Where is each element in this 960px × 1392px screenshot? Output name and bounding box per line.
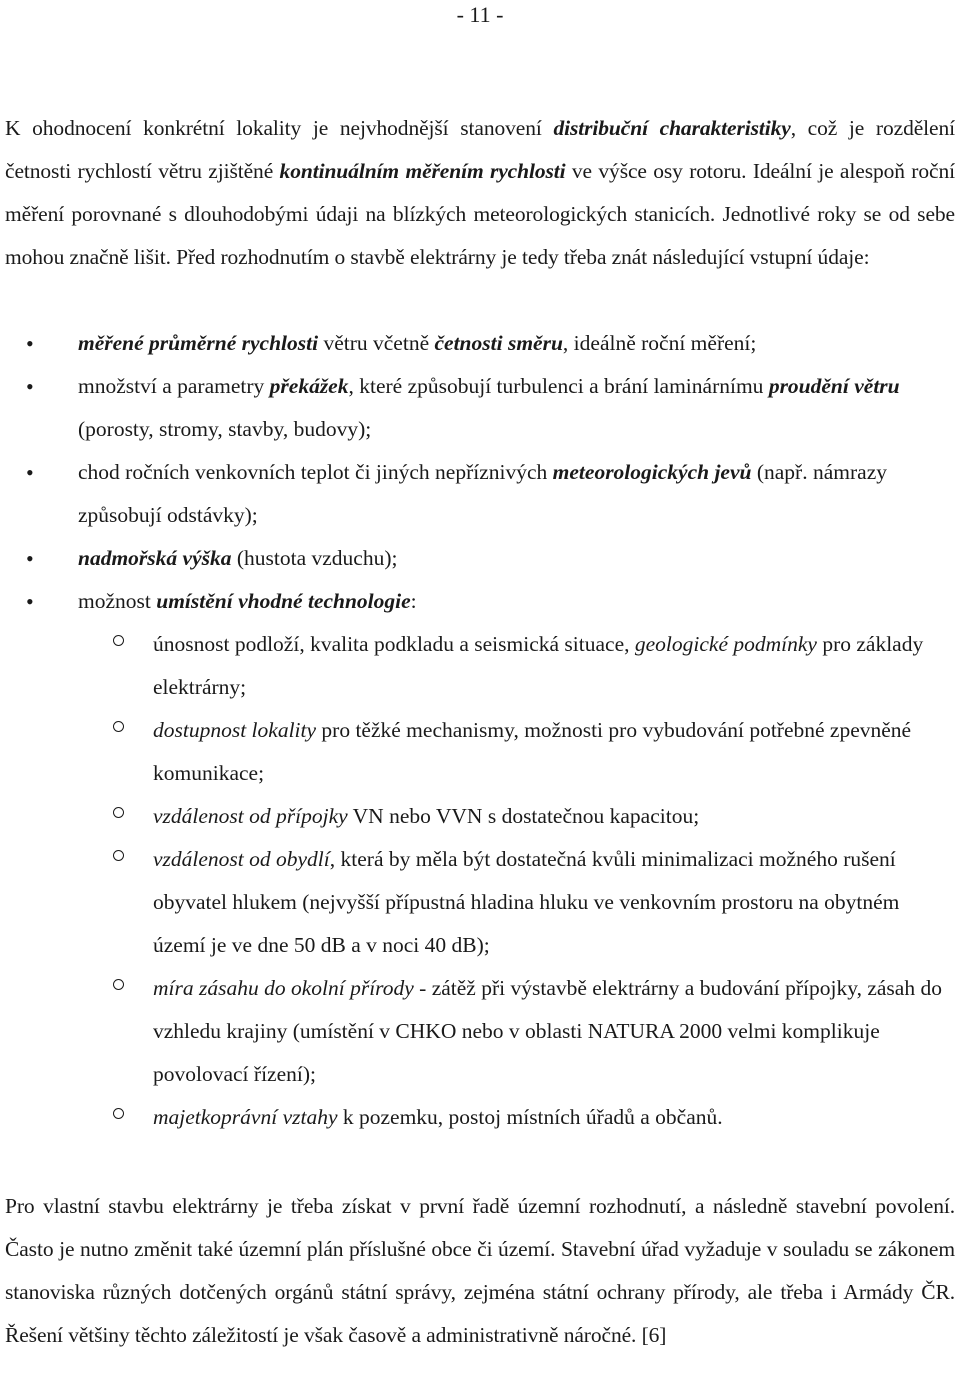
list-item <box>0 365 955 451</box>
item-text: možnost <box>78 589 157 613</box>
sub-item-text: únosnost podloží, kvalita podkladu a seismická situace, <box>153 632 635 656</box>
item-text: chod ročních venkovních teplot či jiných nepříznivých <box>78 460 553 484</box>
bullet-marker: • <box>26 546 34 571</box>
item-text: (hustota vzduchu); <box>231 546 398 570</box>
intro-emphasis-2: kontinuálním měřením rychlosti <box>279 159 566 183</box>
sub-item-text: , která by měla být dostatečná kvůli minimalizaci možného rušení obyvatel hlukem (nejvyšší přípustná hladina hluku ve venkovním prostoru na obytném území je ve dne 50 dB a v noci 40 dB); <box>153 847 900 957</box>
list-item <box>0 580 955 1139</box>
item-text: (např. námrazy způsobují odstávky); <box>78 460 887 527</box>
intro-emphasis-1: distribuční charakteristiky <box>553 116 791 140</box>
sub-item-emphasis: vzdálenost od přípojky <box>153 804 348 828</box>
sub-item-emphasis: majetkoprávní vztahy <box>153 1105 338 1129</box>
technology-sublist <box>78 623 955 1139</box>
list-item <box>0 537 955 580</box>
sub-list-item <box>0 1096 955 1139</box>
sub-item-emphasis: geologické podmínky <box>634 632 817 656</box>
item-text: množství a parametry <box>78 374 270 398</box>
bullet-marker: • <box>26 331 34 356</box>
sub-list-item <box>0 838 955 967</box>
intro-paragraph <box>5 107 955 279</box>
intro-text-3: ve výšce osy rotoru. Ideální je alespoň roční měření porovnané s dlouhodobými údaji na blízkých meteorologických stanicích. Jednotlivé roky se od sebe mohou značně lišit. Před rozhodnutím o stavbě elektrárny je tedy třeba znát následující vstupní údaje: <box>5 159 955 269</box>
circle-bullet-icon <box>113 979 124 990</box>
circle-bullet-icon <box>113 1108 124 1119</box>
bullet-marker: • <box>26 460 34 485</box>
intro-text-1: K ohodnocení konkrétní lokality je nejvhodnější stanovení <box>5 116 554 140</box>
sub-item-text: pro základy elektrárny; <box>153 632 924 699</box>
item-emphasis: meteorologických jevů <box>552 460 752 484</box>
list-item <box>0 322 955 365</box>
closing-paragraph: Pro vlastní stavbu elektrárny je třeba získat v první řadě územní rozhodnutí, a následně stavební povolení. Často je nutno změnit také územní plán příslušné obce či území. Stavební úřad vyžaduje v souladu se zákonem stanoviska různých dotčených orgánů státní správy, zejména státní ochrany přírody, ale třeba i Armády ČR. Řešení většiny těchto záležitostí je však časově a administrativně náročné. [6] <box>5 1194 955 1347</box>
list-item <box>0 451 955 537</box>
bullet-marker: • <box>26 589 34 614</box>
item-emphasis: četnosti směru <box>434 331 563 355</box>
sub-item-emphasis: míra zásahu do okolní přírody <box>153 976 414 1000</box>
circle-bullet-icon <box>113 807 124 818</box>
sub-list-item <box>0 623 955 709</box>
circle-bullet-icon <box>113 635 124 646</box>
item-text: , ideálně roční měření; <box>562 331 757 355</box>
item-emphasis: nadmořská výška <box>78 546 232 570</box>
sub-item-emphasis: vzdálenost od obydlí <box>153 847 330 871</box>
bullet-marker: • <box>26 374 34 399</box>
page-number: - 11 - <box>456 2 504 27</box>
input-data-list <box>0 322 955 1139</box>
item-emphasis: umístění vhodné technologie <box>156 589 411 613</box>
sub-item-text: pro těžké mechanismy, možnosti pro vybudování potřebné zpevněné komunikace; <box>153 718 912 785</box>
sub-item-text: k pozemku, postoj místních úřadů a občanů. <box>337 1105 723 1129</box>
item-text: (porosty, stromy, stavby, budovy); <box>78 417 372 441</box>
sub-list-item <box>0 967 955 1096</box>
sub-item-emphasis: dostupnost lokality <box>153 718 317 742</box>
intro-text-2: , což je rozdělení četnosti rychlostí větru zjištěné <box>5 116 955 183</box>
item-emphasis: proudění větru <box>768 374 900 398</box>
sub-item-text: VN nebo VVN s dostatečnou kapacitou; <box>347 804 700 828</box>
circle-bullet-icon <box>113 850 124 861</box>
item-emphasis: měřené průměrné rychlosti <box>78 331 319 355</box>
circle-bullet-icon <box>113 721 124 732</box>
item-emphasis: překážek <box>269 374 349 398</box>
item-text: větru včetně <box>318 331 435 355</box>
sub-list-item <box>0 709 955 795</box>
sub-item-text: - zátěž při výstavbě elektrárny a budování přípojky, zásah do vzhledu krajiny (umístění v CHKO nebo v oblasti NATURA 2000 velmi komplikuje povolovací řízení); <box>153 976 942 1086</box>
sub-list-item <box>0 795 955 838</box>
item-text: , které způsobují turbulenci a brání laminárnímu <box>348 374 769 398</box>
item-text: : <box>410 589 417 613</box>
